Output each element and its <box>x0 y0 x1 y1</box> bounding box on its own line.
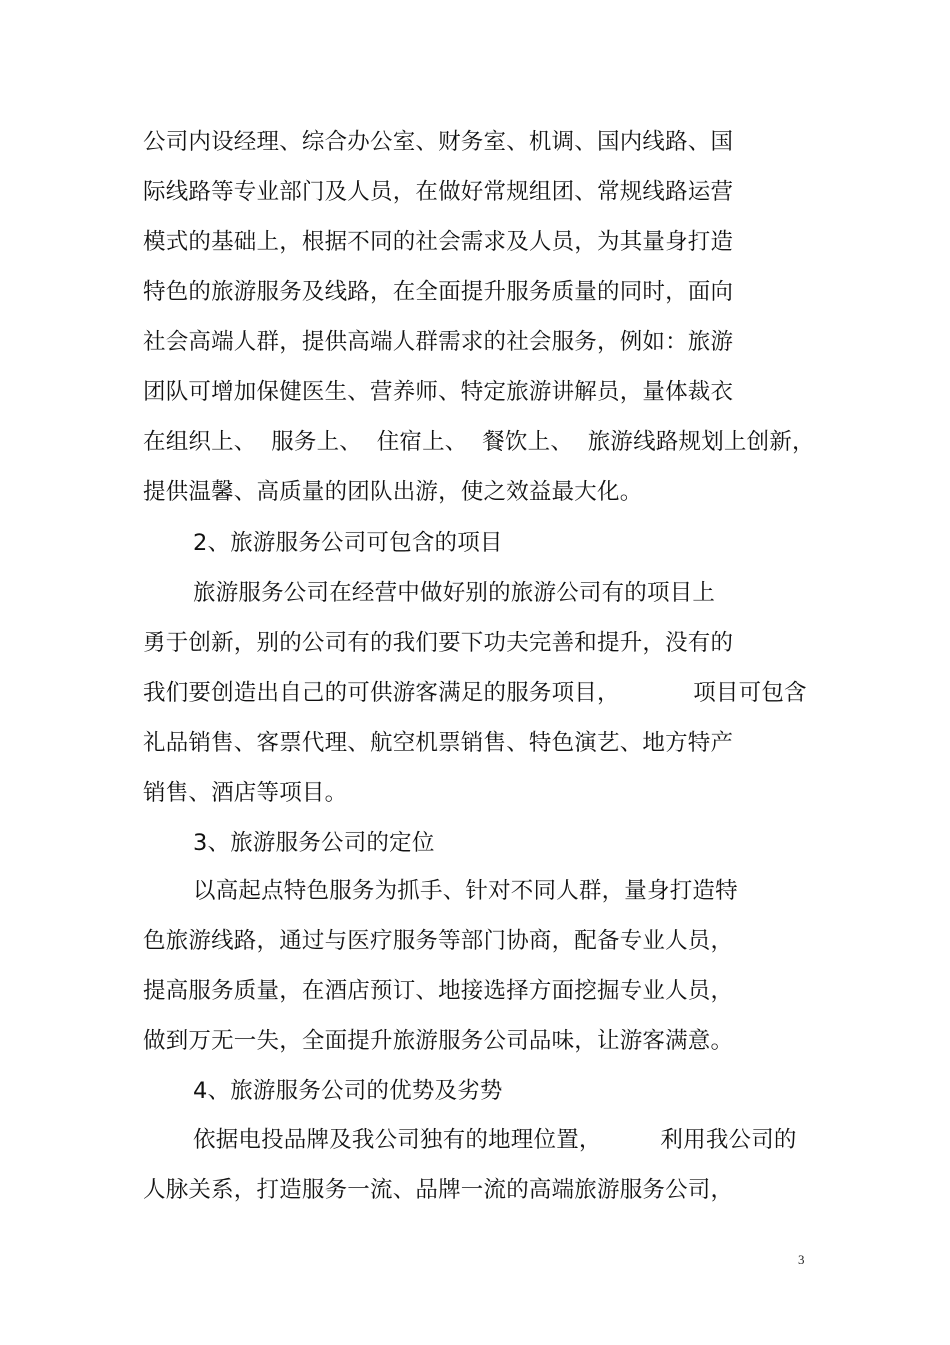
text-line: 礼品销售、客票代理、航空机票销售、特色演艺、地方特产 <box>143 730 734 756</box>
text-line: 勇于创新，别的公司有的我们要下功夫完善和提升，没有的 <box>143 630 734 656</box>
text-line: 在组织上、 服务上、 住宿上、 餐饮上、 旅游线路规划上创新， <box>143 429 815 455</box>
text-line: 公司内设经理、综合办公室、财务室、机调、国内线路、国 <box>143 129 734 155</box>
section-heading: 4、旅游服务公司的优势及劣势 <box>193 1078 503 1104</box>
text-line: 际线路等专业部门及人员，在做好常规组团、常规线路运营 <box>143 179 734 205</box>
text-line: 做到万无一失，全面提升旅游服务公司品味，让游客满意。 <box>143 1028 734 1054</box>
text-line: 模式的基础上，根据不同的社会需求及人员，为其量身打造 <box>143 229 734 255</box>
section-heading: 2、旅游服务公司可包含的项目 <box>193 530 503 556</box>
text-line: 销售、酒店等项目。 <box>143 780 348 806</box>
text-line: 特色的旅游服务及线路，在全面提升服务质量的同时，面向 <box>143 279 734 305</box>
text-line: 提高服务质量，在酒店预订、地接选择方面挖掘专业人员， <box>143 978 734 1004</box>
text-line: 提供温馨、高质量的团队出游，使之效益最大化。 <box>143 479 643 505</box>
text-line: 社会高端人群，提供高端人群需求的社会服务，例如：旅游 <box>143 329 734 355</box>
text-line: 团队可增加保健医生、营养师、特定旅游讲解员，量体裁衣 <box>143 379 734 405</box>
paragraph-first-line: 依据电投品牌及我公司独有的地理位置， 利用我公司的 <box>193 1127 797 1153</box>
text-line: 我们要创造出自己的可供游客满足的服务项目， 项目可包含 <box>143 680 807 706</box>
section-heading: 3、旅游服务公司的定位 <box>193 830 435 856</box>
paragraph-first-line: 以高起点特色服务为抓手、针对不同人群，量身打造特 <box>193 878 738 904</box>
page-number: 3 <box>798 1252 805 1267</box>
text-line: 人脉关系，打造服务一流、品牌一流的高端旅游服务公司， <box>143 1177 734 1203</box>
text-line: 色旅游线路，通过与医疗服务等部门协商，配备专业人员， <box>143 928 734 954</box>
paragraph-first-line: 旅游服务公司在经营中做好别的旅游公司有的项目上 <box>193 580 716 606</box>
